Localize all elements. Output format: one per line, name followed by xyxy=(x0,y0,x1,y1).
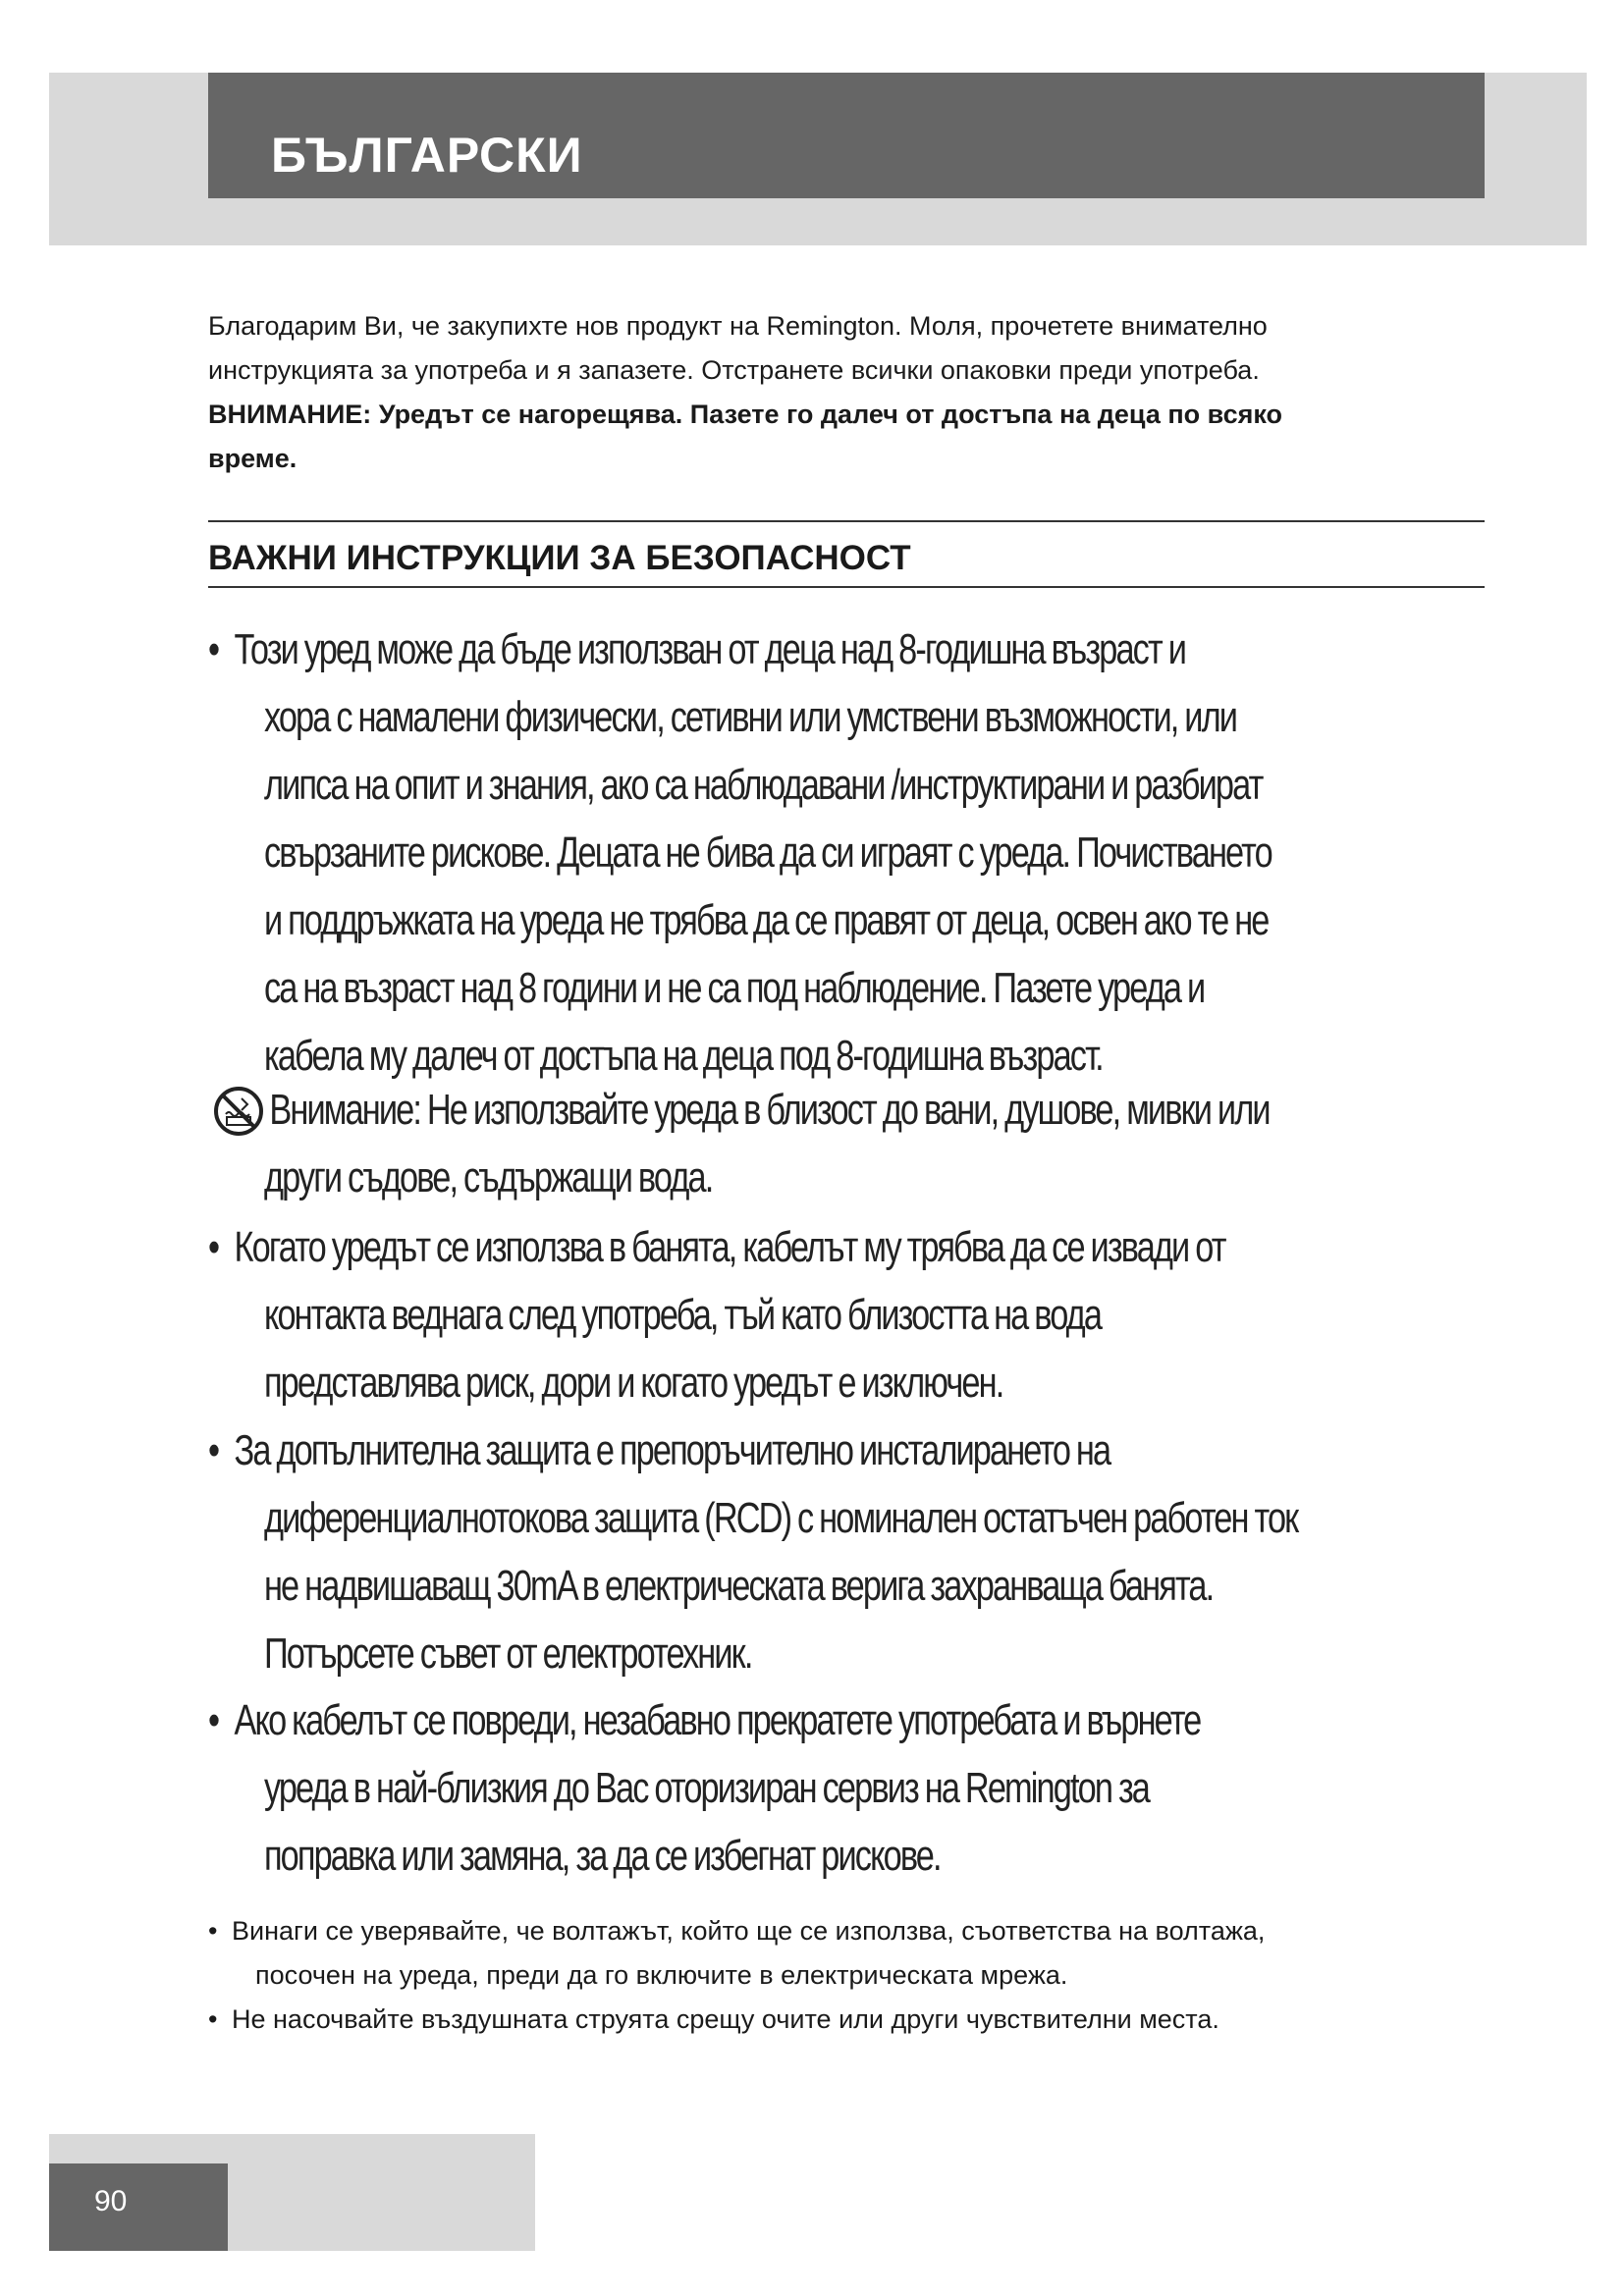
safety-item xyxy=(208,615,1272,1090)
safety-line: други съдове, съдържащи вода. xyxy=(263,1153,713,1201)
section-title: ВАЖНИ ИНСТРУКЦИИ ЗА БЕЗОПАСНОСТ xyxy=(208,539,911,577)
intro-line: Благодарим Ви, че закупихте нов продукт на Remington. Моля, прочетете внимателно xyxy=(208,311,1268,341)
safety-item xyxy=(208,1213,1226,1416)
safety-item xyxy=(208,1686,1226,1890)
bullet: • xyxy=(208,1916,218,1946)
list-item xyxy=(208,1998,1494,2042)
safety-line: не надвишаващ 30mA в електрическата верига захранваща банята. xyxy=(263,1562,1214,1610)
safety-line: Потърсете съвет от електротехник. xyxy=(263,1629,752,1678)
bullet: • xyxy=(208,625,219,673)
safety-item-water xyxy=(208,1076,1270,1211)
list-item xyxy=(208,1909,1494,1998)
safety-line: Внимание: Не използвайте уреда в близост до вани, душове, мивки или xyxy=(269,1086,1270,1134)
safety-line: липса на опит и знания, ако са наблюдавани /инструктирани и разбират xyxy=(263,761,1263,809)
heat-warning: ВНИМАНИЕ: Уредът се нагорещява. Пазете го далеч от достъпа на деца по всяко xyxy=(208,400,1283,429)
small-safety-list xyxy=(208,1909,1494,2042)
safety-line: диференциалнотокова защита (RCD) с номинален остатъчен работен ток xyxy=(263,1494,1298,1542)
safety-line: контакта веднага след употреба, тъй като близостта на вода xyxy=(263,1291,1102,1339)
language-title: БЪЛГАРСКИ xyxy=(271,128,583,183)
page-number: 90 xyxy=(94,2185,128,2217)
safety-line: свързаните рискове. Децата не бива да си играят с уреда. Почистването xyxy=(263,828,1272,877)
safety-line: За допълнителна защита е препоръчително инсталирането на xyxy=(234,1426,1110,1474)
safety-line: Когато уредът се използва в банята, кабелът му трябва да се извади от xyxy=(234,1223,1225,1271)
intro-text xyxy=(208,304,1494,481)
page-number-box xyxy=(49,2163,228,2251)
safety-line: представлява риск, дори и когато уредът е изключен. xyxy=(263,1359,1003,1407)
intro-line: инструкцията за употреба и я запазете. Отстранете всички опаковки преди употреба. xyxy=(208,355,1260,385)
heat-warning: време. xyxy=(208,444,298,473)
section-rule-top xyxy=(208,520,1485,522)
bullet: • xyxy=(208,2004,218,2034)
safety-line: поправка или замяна, за да се избегнат рискове. xyxy=(263,1832,941,1880)
safety-line: Този уред може да бъде използван от деца над 8-годишна възраст и xyxy=(234,625,1185,673)
list-line: посочен на уреда, преди да го включите в електрическата мрежа. xyxy=(255,1960,1068,1990)
list-line: Винаги се уверявайте, че волтажът, който ще се използва, съответства на волтажа, xyxy=(232,1916,1266,1946)
section-rule-bottom xyxy=(208,586,1485,588)
bullet: • xyxy=(208,1223,219,1271)
safety-line: кабела му далеч от достъпа на деца под 8-годишна възраст. xyxy=(263,1032,1103,1080)
list-line: Не насочвайте въздушната струята срещу очите или други чувствителни места. xyxy=(232,2004,1219,2034)
bullet: • xyxy=(208,1696,219,1744)
safety-line: уреда в най-близкия до Вас оторизиран сервиз на Remington за xyxy=(263,1764,1150,1812)
safety-line: Ако кабелът се повреди, незабавно прекратете употребата и върнете xyxy=(234,1696,1201,1744)
bullet: • xyxy=(208,1426,219,1474)
safety-line: и поддръжката на уреда не трябва да се правят от деца, освен ако те не xyxy=(263,896,1269,944)
safety-line: хора с намалени физически, сетивни или умствени възможности, или xyxy=(263,693,1237,741)
safety-item xyxy=(208,1416,1298,1687)
safety-line: са на възраст над 8 години и не са под наблюдение. Пазете уреда и xyxy=(263,964,1205,1012)
